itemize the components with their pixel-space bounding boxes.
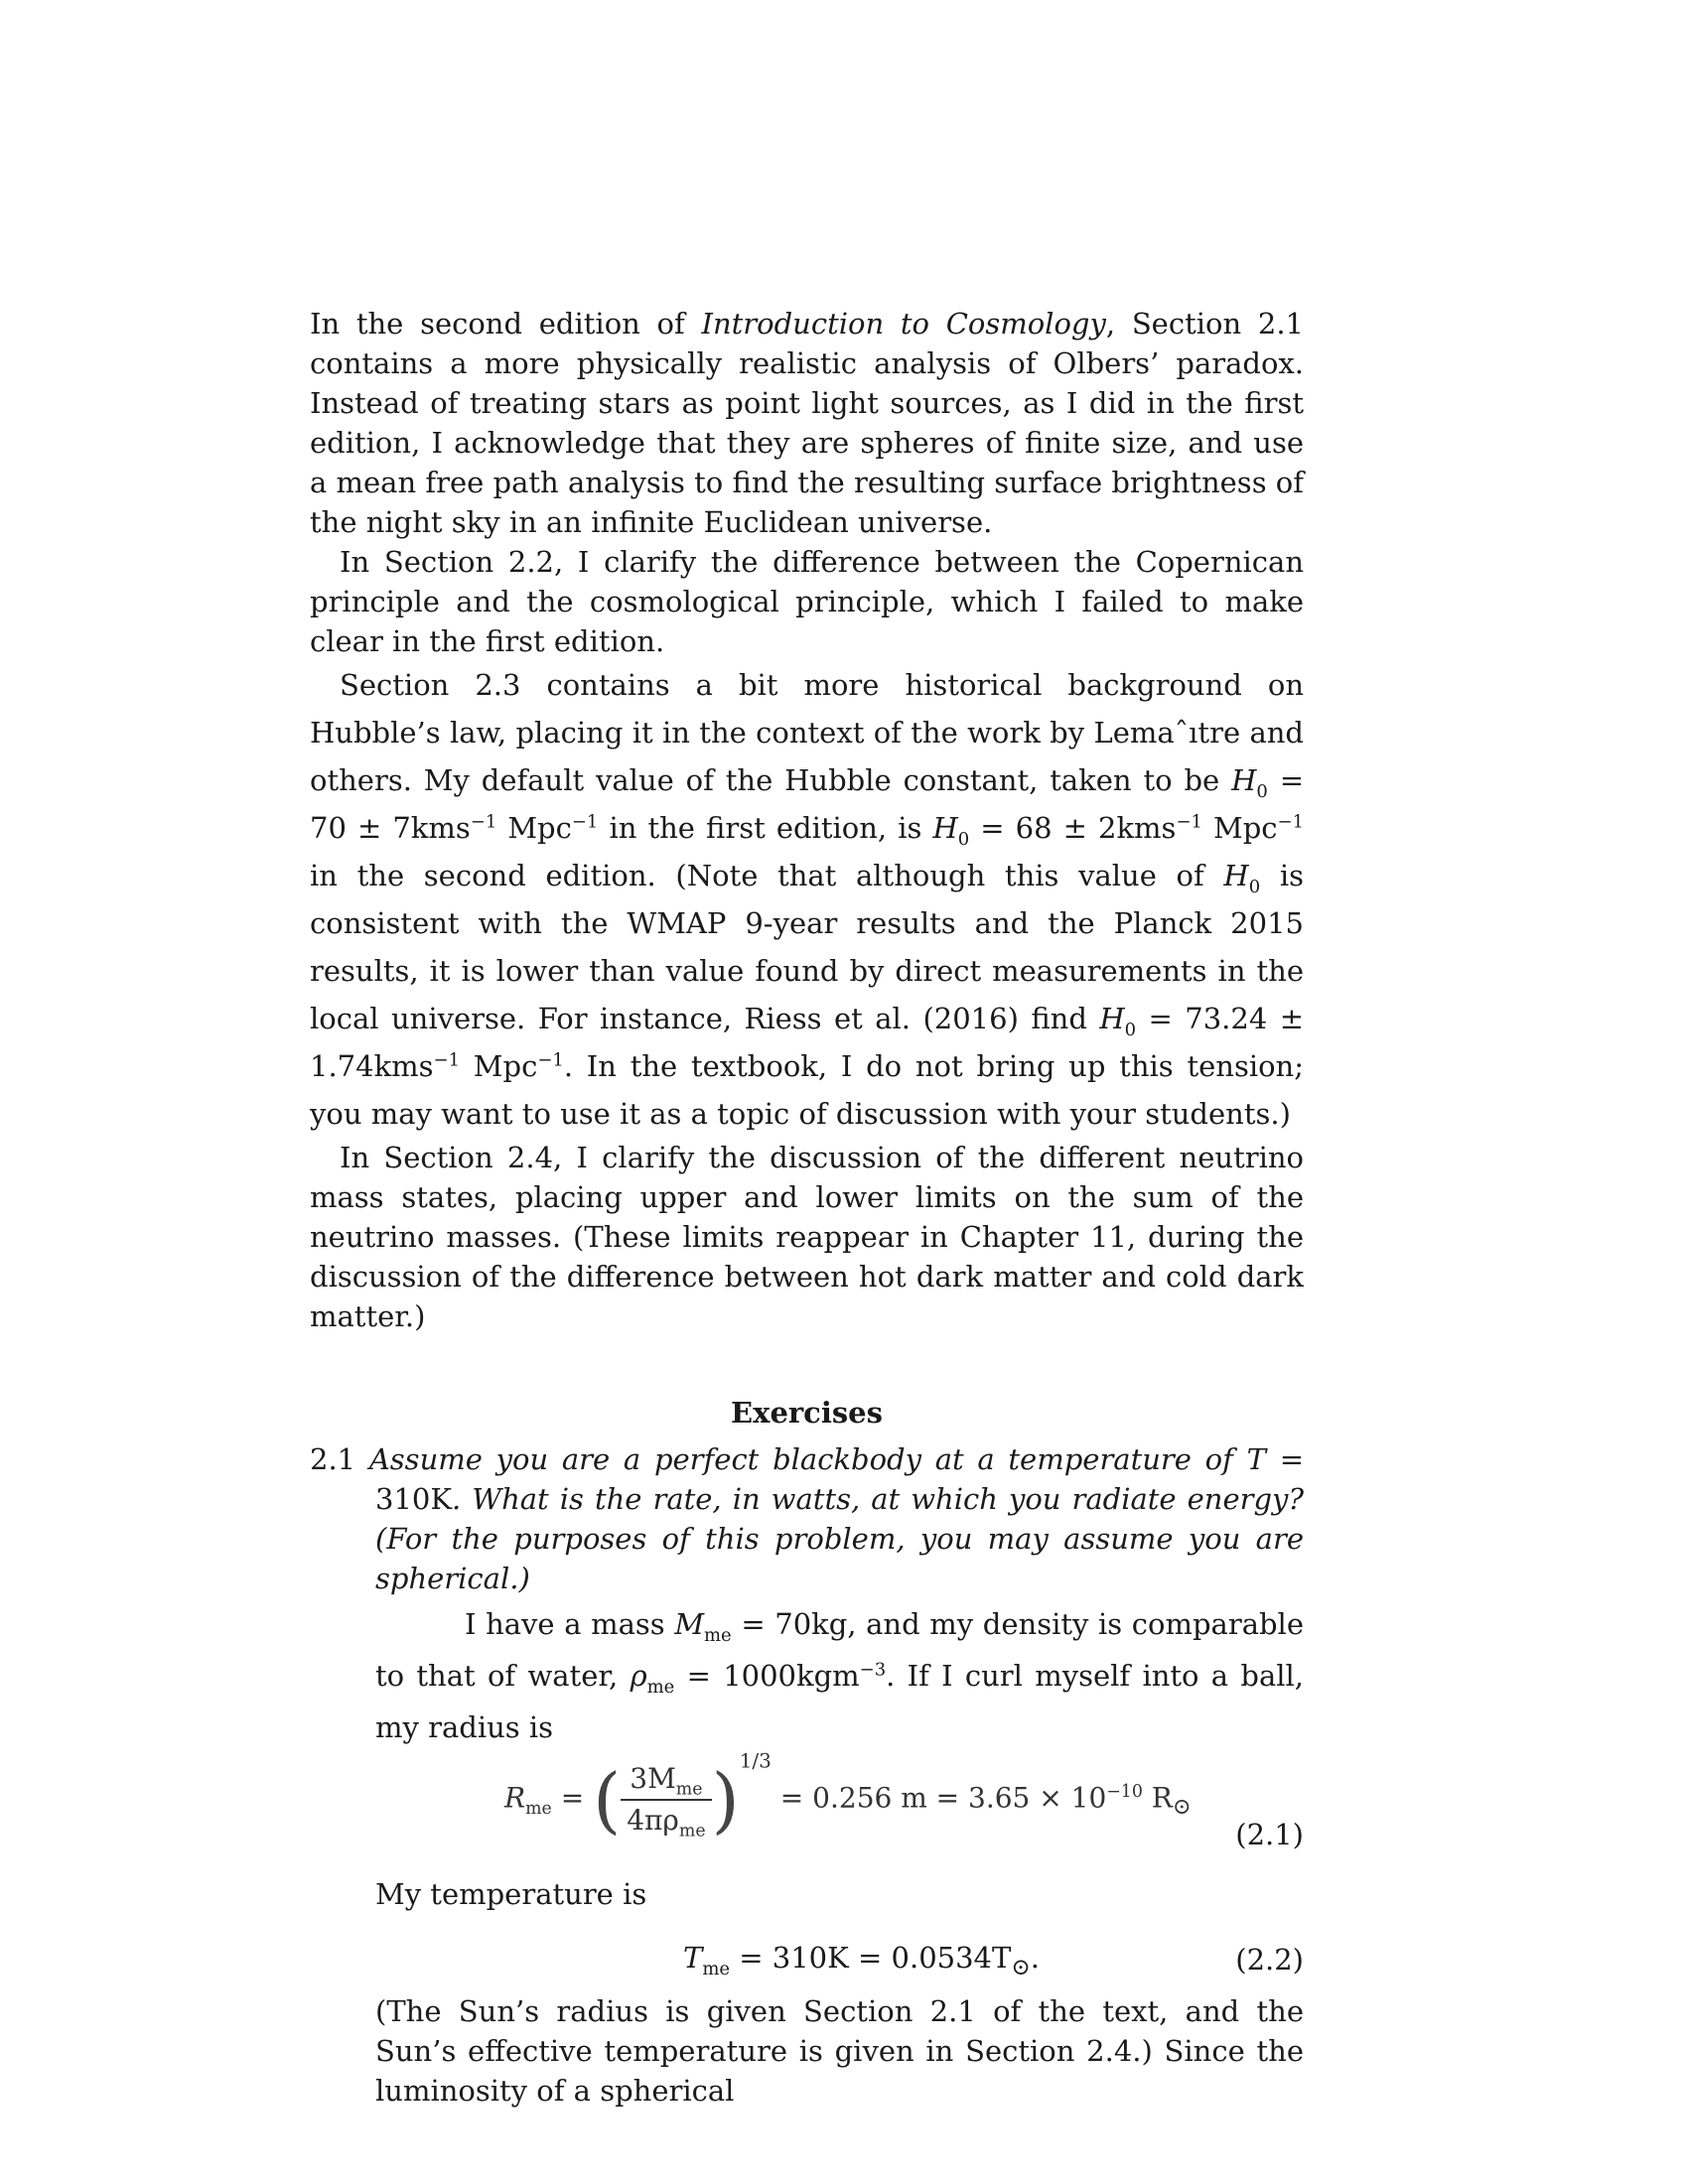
intro-paragraph-3: Section 2.3 contains a bit more historical background on Hubble’s law, placing it in the context of the work by Lemaˆıtre and others. My default value of the Hubble constant, taken to be $H_0 = 70 \pm 7kms^{-1}$ Mpc$^{-1}$ in the first edition, is $H_0 = 68 \pm 2kms^{-1}$ Mpc$^{-1}$ in the second edition. (Note that although this value of $H_0$ is consistent with the WMAP 9-year results and the Planck 2015 results, it is lower than value found by direct measurements in the local universe. For instance, Riess et al. (2016) find $H_0 = 73.24 \pm 1.74kms^{-1}$ Mpc$^{-1}$. In the textbook, I do not bring up this tension; you may want to use it as a topic of discussion with your students.): [310, 668, 1305, 1131]
equation-2-1-number: (2.1): [1235, 1818, 1304, 1851]
document-page: [310, 304, 1304, 2111]
equation-2-1-body: $R_{me}$ = ( $\frac{3M_{me}}{4\pi\rho_{me}}$ )$^{1/3}$ = 0.256 $m = 3.65 \times 10^{-10}$ $R_⊙$: [504, 1748, 1192, 1842]
exercise-2-1-solution: [310, 1598, 1304, 2111]
solution-paragraph-1: I have a mass $M_{me} = 70kg$, and my density is comparable to that of water, $\rho_{me} = 1000kgm^{-3}$. If I curl myself into a ball, my radius is: [375, 1607, 1304, 1744]
intro-paragraph-2: In Section 2.2, I clarify the difference between the Copernican principle and the cosmological principle, which I failed to make clear in the first edition.: [310, 545, 1304, 658]
exercise-2-1-prompt: 2.1 Assume you are a perfect blackbody at a temperature of T = 310K. What is the rate, in watts, at which you radiate energy? (For the purposes of this problem, you may assume you are spherical.): [310, 1442, 1304, 1595]
equation-2-1-fraction: $\frac{3M_{me}}{4\pi\rho_{me}}$: [621, 1759, 711, 1841]
intro-paragraph-1: In the second edition of Introduction to Cosmology, Section 2.1 contains a more physically realistic analysis of Olbers’ paradox. Instead of treating stars as point light sources, as I did in the first edition, I acknowledge that they are spheres of finite size, and use a mean free path analysis to find the resulting surface brightness of the night sky in an infinite Euclidean universe.: [310, 307, 1304, 539]
exercises-heading: Exercises: [731, 1396, 883, 1430]
equation-2-2: [375, 1920, 1304, 1985]
equation-2-1: [375, 1748, 1304, 1868]
temperature-intro: My temperature is: [375, 1877, 647, 1911]
book-title: Introduction to Cosmology: [701, 307, 1106, 341]
closing-paragraph: (The Sun’s radius is given Section 2.1 of the text, and the Sun’s effective temperature is given in Section 2.4.) Since the luminosity of a spherical: [375, 1994, 1304, 2108]
intro-paragraph-4: In Section 2.4, I clarify the discussion of the different neutrino mass states, placing upper and lower limits on the sum of the neutrino masses. (These limits reappear in Chapter 11, during the discussion of the difference between hot dark matter and cold dark matter.): [310, 1141, 1304, 1333]
equation-2-2-body: $T_{me} = 310K = 0.0534T_⊙$.: [683, 1941, 1040, 1980]
equation-2-2-number: (2.2): [1235, 1943, 1304, 1977]
